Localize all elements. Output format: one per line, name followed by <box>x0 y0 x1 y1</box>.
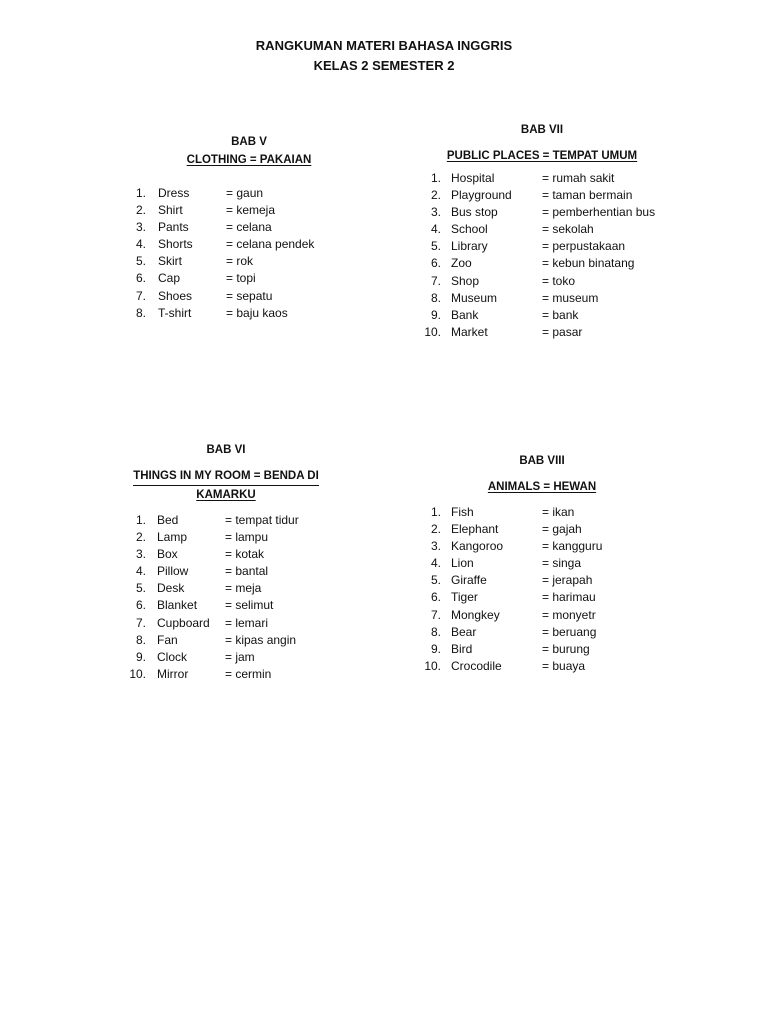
english-word: Tiger <box>451 590 478 605</box>
section-subtitle-line2: KAMARKU <box>196 489 256 501</box>
vocab-item <box>422 538 662 555</box>
english-word: Lamp <box>157 530 188 545</box>
indonesian-translation: = beruang <box>542 624 597 639</box>
vocab-item <box>112 546 340 563</box>
section-heading: BAB VII <box>520 124 564 136</box>
vocab-list <box>120 185 378 322</box>
vocab-item <box>422 324 662 341</box>
vocab-item <box>422 607 662 624</box>
vocab-number: 5. <box>430 573 441 588</box>
english-word: School <box>451 222 488 237</box>
english-word: Pillow <box>157 564 189 579</box>
english-word: Hospital <box>451 171 495 185</box>
vocab-number: 5. <box>430 239 441 254</box>
english-word: Bus stop <box>451 205 498 220</box>
indonesian-translation: = kebun binatang <box>542 256 635 271</box>
vocab-number: 2. <box>135 203 146 218</box>
vocab-item <box>120 185 378 202</box>
section-subtitle: CLOTHING = PAKAIAN <box>186 154 312 166</box>
section-heading: BAB VIII <box>519 455 565 467</box>
vocab-item <box>422 504 662 521</box>
vocab-number: 2. <box>430 522 441 537</box>
indonesian-translation: = lemari <box>225 615 269 630</box>
vocab-number: 4. <box>135 237 146 252</box>
vocab-item <box>422 170 662 187</box>
vocab-number: 7. <box>430 273 441 288</box>
section-bab-viii <box>422 453 662 675</box>
indonesian-translation: = jerapah <box>542 573 593 588</box>
vocab-item <box>422 521 662 538</box>
english-word: Desk <box>157 581 185 596</box>
vocab-item <box>422 187 662 204</box>
vocab-number: 3. <box>135 220 146 235</box>
english-word: Zoo <box>451 256 472 271</box>
indonesian-translation: = jam <box>225 649 255 664</box>
indonesian-translation: = lampu <box>225 530 269 545</box>
indonesian-translation: = harimau <box>542 590 596 605</box>
english-word: Bear <box>451 624 477 639</box>
vocab-number: 4. <box>430 222 441 237</box>
vocab-item <box>112 615 340 632</box>
indonesian-translation: = museum <box>542 290 599 305</box>
vocab-number: 3. <box>135 547 146 562</box>
vocab-number: 9. <box>430 307 441 322</box>
indonesian-translation: = singa <box>542 556 582 571</box>
vocab-item <box>120 202 378 219</box>
section-heading: BAB V <box>231 136 267 148</box>
vocab-number: 8. <box>135 305 146 320</box>
vocab-number: 6. <box>135 598 146 613</box>
vocab-number: 10. <box>424 324 441 339</box>
vocab-item <box>422 572 662 589</box>
english-word: Museum <box>451 290 498 305</box>
vocab-number: 10. <box>129 666 146 681</box>
vocab-item <box>120 236 378 253</box>
section-bab-vi <box>112 442 340 683</box>
page-title: RANGKUMAN MATERI BAHASA INGGRIS <box>255 38 513 53</box>
vocab-number: 4. <box>135 564 146 579</box>
indonesian-translation: = toko <box>542 273 576 288</box>
english-word: Fish <box>451 505 474 519</box>
vocab-number: 9. <box>430 641 441 656</box>
vocab-number: 6. <box>430 256 441 271</box>
vocab-item <box>112 529 340 546</box>
vocab-item <box>422 555 662 572</box>
section-bab-v <box>120 134 378 322</box>
vocab-item <box>112 632 340 649</box>
english-word: Skirt <box>158 254 182 269</box>
vocab-item <box>422 238 662 255</box>
page-subtitle: KELAS 2 SEMESTER 2 <box>313 58 455 73</box>
indonesian-translation: = celana pendek <box>226 237 315 252</box>
indonesian-translation: = kipas angin <box>225 632 297 647</box>
vocab-number: 2. <box>430 188 441 203</box>
indonesian-translation: = rok <box>226 254 254 269</box>
vocab-number: 10. <box>424 658 441 673</box>
vocab-item <box>422 307 662 324</box>
vocab-number: 8. <box>135 632 146 647</box>
english-word: Shop <box>451 273 480 288</box>
vocab-item <box>422 255 662 272</box>
english-word: Kangoroo <box>451 539 504 554</box>
vocab-number: 1. <box>430 505 441 519</box>
indonesian-translation: = celana <box>226 220 272 235</box>
vocab-number: 7. <box>135 615 146 630</box>
indonesian-translation: = pasar <box>542 324 583 339</box>
vocab-number: 1. <box>135 513 146 527</box>
english-word: Lion <box>451 556 474 571</box>
english-word: Crocodile <box>451 658 502 673</box>
english-word: Bird <box>451 641 473 656</box>
vocab-item <box>422 204 662 221</box>
indonesian-translation: = bank <box>542 307 579 322</box>
vocab-number: 3. <box>430 205 441 220</box>
vocab-item <box>422 273 662 290</box>
indonesian-translation: = burung <box>542 641 590 656</box>
english-word: Dress <box>158 186 190 200</box>
vocab-item <box>112 666 340 683</box>
indonesian-translation: = kemeja <box>226 203 276 218</box>
english-word: Market <box>451 324 488 339</box>
indonesian-translation: = pemberhentian bus <box>542 205 656 220</box>
english-word: Mongkey <box>451 607 500 622</box>
english-word: Giraffe <box>451 573 487 588</box>
english-word: Bank <box>451 307 479 322</box>
vocab-number: 4. <box>430 556 441 571</box>
vocab-list <box>422 170 662 341</box>
english-word: Shorts <box>158 237 193 252</box>
indonesian-translation: = sekolah <box>542 222 594 237</box>
vocab-number: 6. <box>135 271 146 286</box>
vocab-number: 5. <box>135 581 146 596</box>
vocab-number: 1. <box>430 171 441 185</box>
vocab-item <box>422 290 662 307</box>
vocab-item <box>112 563 340 580</box>
indonesian-translation: = bantal <box>225 564 269 579</box>
section-heading: BAB VI <box>206 444 246 456</box>
english-word: Shoes <box>158 288 193 303</box>
english-word: Library <box>451 239 488 254</box>
vocab-item <box>120 253 378 270</box>
indonesian-translation: = rumah sakit <box>542 171 615 185</box>
vocab-item <box>120 219 378 236</box>
english-word: Box <box>157 547 178 562</box>
vocab-number: 7. <box>135 288 146 303</box>
vocab-item <box>120 288 378 305</box>
english-word: Blanket <box>157 598 198 613</box>
vocab-item <box>112 512 340 529</box>
vocab-item <box>112 597 340 614</box>
vocab-number: 2. <box>135 530 146 545</box>
indonesian-translation: = perpustakaan <box>542 239 626 254</box>
indonesian-translation: = kangguru <box>542 539 603 554</box>
indonesian-translation: = cermin <box>225 666 272 681</box>
vocab-number: 5. <box>135 254 146 269</box>
vocab-number: 7. <box>430 607 441 622</box>
vocab-item <box>120 305 378 322</box>
english-word: Elephant <box>451 522 499 537</box>
vocab-item <box>422 641 662 658</box>
vocab-item <box>422 221 662 238</box>
indonesian-translation: = taman bermain <box>542 188 633 203</box>
section-subtitle: PUBLIC PLACES = TEMPAT UMUM <box>446 150 638 162</box>
vocab-item <box>422 658 662 675</box>
indonesian-translation: = meja <box>225 581 262 596</box>
vocab-number: 6. <box>430 590 441 605</box>
english-word: Pants <box>158 220 189 235</box>
english-word: Cupboard <box>157 615 210 630</box>
english-word: Cap <box>158 271 181 286</box>
vocab-list <box>112 512 340 683</box>
indonesian-translation: = monyetr <box>542 607 596 622</box>
vocab-number: 8. <box>430 624 441 639</box>
indonesian-translation: = tempat tidur <box>225 513 299 527</box>
english-word: Fan <box>157 632 178 647</box>
vocab-number: 1. <box>135 186 146 200</box>
vocab-item <box>422 624 662 641</box>
vocab-number: 8. <box>430 290 441 305</box>
indonesian-translation: = ikan <box>542 505 575 519</box>
english-word: Bed <box>157 513 179 527</box>
indonesian-translation: = baju kaos <box>226 305 288 320</box>
vocab-number: 3. <box>430 539 441 554</box>
indonesian-translation: = topi <box>226 271 256 286</box>
section-subtitle: ANIMALS = HEWAN <box>487 481 597 493</box>
english-word: Mirror <box>157 666 189 681</box>
vocab-number: 9. <box>135 649 146 664</box>
vocab-item <box>112 649 340 666</box>
vocab-item <box>422 589 662 606</box>
indonesian-translation: = sepatu <box>226 288 273 303</box>
english-word: Playground <box>451 188 512 203</box>
indonesian-translation: = selimut <box>225 598 274 613</box>
section-bab-vii <box>422 122 662 341</box>
english-word: Shirt <box>158 203 183 218</box>
section-subtitle-line1: THINGS IN MY ROOM = BENDA DI <box>133 468 319 486</box>
indonesian-translation: = gaun <box>226 186 264 200</box>
indonesian-translation: = gajah <box>542 522 582 537</box>
vocab-item <box>112 580 340 597</box>
indonesian-translation: = buaya <box>542 658 586 673</box>
english-word: Clock <box>157 649 188 664</box>
english-word: T-shirt <box>158 305 192 320</box>
vocab-item <box>120 270 378 287</box>
indonesian-translation: = kotak <box>225 547 265 562</box>
vocab-list <box>422 504 662 675</box>
